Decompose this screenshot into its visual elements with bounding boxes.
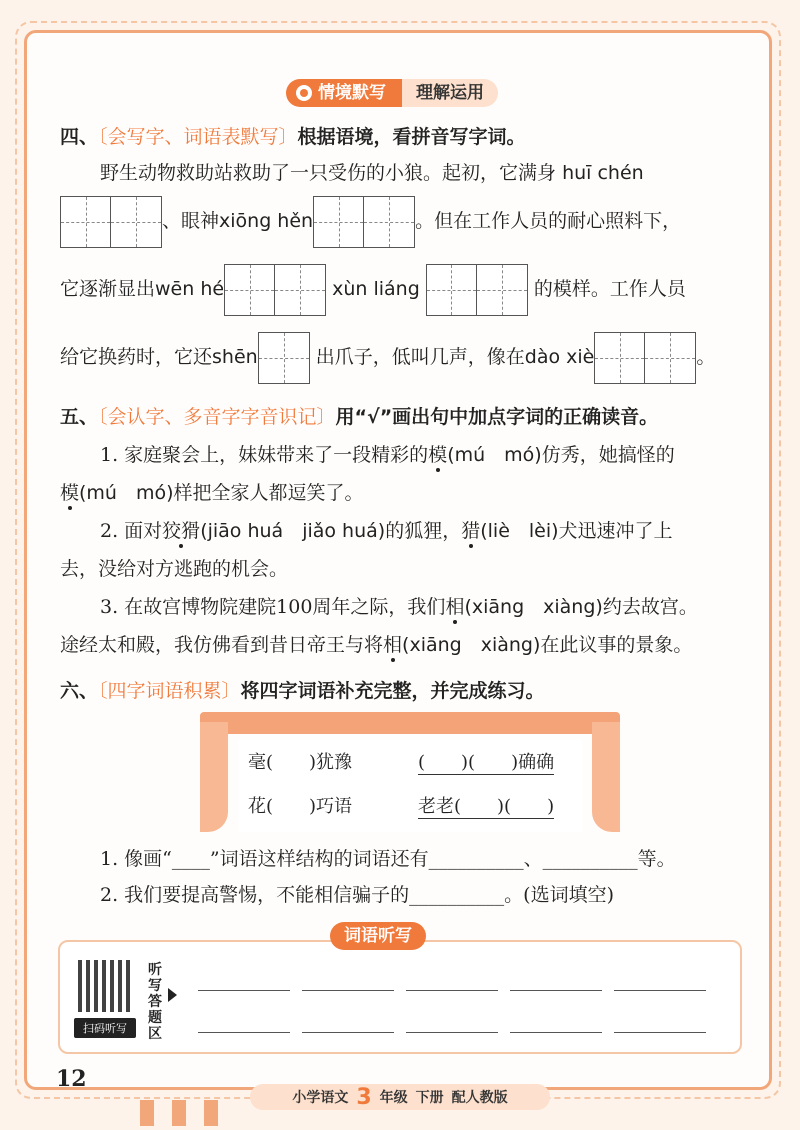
section-tag: 〔会写字、词语表默写〕 bbox=[98, 126, 298, 148]
s4-line-2 bbox=[60, 196, 681, 248]
s5-q1-line-1 bbox=[100, 440, 675, 470]
text: 、眼神 bbox=[162, 210, 220, 232]
ribbon-left bbox=[286, 79, 402, 107]
idiom-2[interactable]: ( )( )确确 bbox=[418, 748, 554, 775]
answer-grid[interactable] bbox=[313, 196, 415, 248]
section-title: 根据语境，看拼音写字词。 bbox=[297, 126, 526, 148]
decorative-bars bbox=[140, 1100, 236, 1130]
s5-q2-line-2 bbox=[60, 554, 288, 584]
text: 2. 面对 bbox=[100, 520, 163, 542]
section-title: 将四字词语补充完整，并完成练习。 bbox=[240, 680, 545, 702]
curtain-valance bbox=[200, 712, 620, 734]
answer-grid[interactable] bbox=[60, 196, 162, 248]
pinyin: xiōng hěn bbox=[219, 210, 314, 232]
qr-code-icon[interactable] bbox=[78, 960, 130, 1012]
answer-grid[interactable] bbox=[426, 264, 528, 316]
section-no: 四、 bbox=[60, 126, 99, 148]
arrow-right-icon bbox=[168, 988, 177, 1002]
text: 。但在工作人员的耐心照料下， bbox=[415, 210, 682, 232]
text: 的模样。工作人员 bbox=[533, 278, 686, 300]
text: 野生动物救助站救助了一只受伤的小狼。起初，它满身 bbox=[100, 162, 557, 184]
s5-q3-line-1 bbox=[100, 592, 698, 622]
text: 它逐渐显出 bbox=[60, 278, 156, 300]
clock-icon bbox=[296, 85, 312, 101]
pinyin: shēn bbox=[212, 346, 258, 368]
s5-q2-line-1 bbox=[100, 516, 673, 546]
section-5-heading bbox=[60, 402, 658, 429]
dotted-char: 模 bbox=[428, 444, 448, 466]
section-no: 五、 bbox=[60, 406, 99, 428]
footer-term: 下册 bbox=[415, 1090, 444, 1106]
qr-label: 扫码听写 bbox=[74, 1018, 136, 1038]
s4-line-3 bbox=[60, 264, 686, 316]
section-title: 用“√”画出句中加点字词的正确读音。 bbox=[335, 406, 659, 428]
section-ribbon bbox=[286, 78, 498, 108]
answer-grid[interactable] bbox=[258, 332, 310, 384]
reading-options[interactable]: (xiāng xiàng)在此议事的景象。 bbox=[402, 634, 693, 656]
s5-q3-line-2 bbox=[60, 630, 692, 660]
ribbon-right: 理解运用 bbox=[402, 79, 498, 107]
reading-options[interactable]: (jiāo huá jiǎo huá)的狐狸， bbox=[200, 520, 462, 542]
dictation-line[interactable] bbox=[198, 990, 290, 991]
idiom-1[interactable]: 毫( )犹豫 bbox=[248, 752, 353, 773]
pinyin: wēn hé bbox=[155, 278, 225, 300]
text: 出爪子，低叫几声，像在 bbox=[315, 346, 525, 368]
reading-options[interactable]: (xiāng xiàng)约去故宫。 bbox=[464, 596, 698, 618]
footer-subject: 小学语文 bbox=[292, 1090, 349, 1106]
dotted-char: 猎 bbox=[461, 520, 481, 542]
footer-edition: 配人教版 bbox=[451, 1090, 508, 1106]
text: 1. 家庭聚会上，妹妹带来了一段精彩的 bbox=[100, 444, 429, 466]
curtain-left bbox=[200, 722, 228, 832]
footer-grade-suffix: 年级 bbox=[379, 1090, 408, 1106]
pinyin: huī chén bbox=[562, 162, 644, 184]
pinyin: xùn liáng bbox=[332, 278, 420, 300]
stage-illustration bbox=[200, 712, 620, 837]
dotted-char: 狡猾 bbox=[162, 520, 201, 542]
text: 去，没给对方逃跑的机会。 bbox=[60, 558, 289, 580]
dictation-title: 词语听写 bbox=[330, 922, 426, 950]
dictation-line[interactable] bbox=[614, 990, 706, 991]
reading-options[interactable]: (mú mó)仿秀，她搞怪的 bbox=[447, 444, 675, 466]
ribbon-badge: 情境默写 bbox=[318, 83, 386, 103]
dotted-char: 相 bbox=[445, 596, 465, 618]
dictation-line[interactable] bbox=[406, 1032, 498, 1033]
dictation-line[interactable] bbox=[510, 1032, 602, 1033]
section-tag: 〔会认字、多音字字音识记〕 bbox=[98, 406, 336, 428]
dictation-line[interactable] bbox=[614, 1032, 706, 1033]
s6-question-1[interactable]: 1. 像画“____”词语这样结构的词语还有__________、__________等。 bbox=[100, 848, 676, 870]
idiom-3[interactable]: 花( )巧语 bbox=[248, 796, 353, 817]
word-board bbox=[238, 740, 582, 832]
section-4-heading bbox=[60, 122, 526, 149]
footer-badge bbox=[250, 1084, 550, 1110]
dotted-char: 模 bbox=[60, 482, 80, 504]
section-tag: 〔四字词语积累〕 bbox=[98, 680, 241, 702]
idiom-4[interactable]: 老老( )( ) bbox=[418, 792, 554, 819]
s4-line-4 bbox=[60, 332, 715, 384]
answer-grid[interactable] bbox=[594, 332, 696, 384]
answer-grid[interactable] bbox=[224, 264, 326, 316]
reading-options[interactable]: (liè lèi)犬迅速冲了上 bbox=[480, 520, 673, 542]
section-6-heading bbox=[60, 676, 545, 703]
dictation-line[interactable] bbox=[406, 990, 498, 991]
text: 途经太和殿，我仿佛看到昔日帝王与将 bbox=[60, 634, 384, 656]
s5-q1-line-2 bbox=[60, 478, 364, 508]
text: 。 bbox=[696, 346, 716, 368]
section-no: 六、 bbox=[60, 680, 99, 702]
text: 3. 在故宫博物院建院100周年之际，我们 bbox=[100, 596, 446, 618]
text: 给它换药时，它还 bbox=[60, 346, 213, 368]
dictation-line[interactable] bbox=[510, 990, 602, 991]
dictation-line[interactable] bbox=[302, 990, 394, 991]
reading-options[interactable]: (mú mó)样把全家人都逗笑了。 bbox=[79, 482, 364, 504]
dotted-char: 相 bbox=[383, 634, 403, 656]
s6-question-2[interactable]: 2. 我们要提高警惕，不能相信骗子的__________。(选词填空) bbox=[100, 884, 614, 906]
pinyin: dào xiè bbox=[524, 346, 595, 368]
footer-grade: 3 bbox=[356, 1084, 372, 1110]
answer-area-label: 听写答题区 bbox=[148, 962, 162, 1042]
dictation-line[interactable] bbox=[198, 1032, 290, 1033]
page-number: 12 bbox=[56, 1066, 87, 1092]
s4-line-1 bbox=[100, 158, 644, 188]
dictation-line[interactable] bbox=[302, 1032, 394, 1033]
curtain-right bbox=[592, 722, 620, 832]
